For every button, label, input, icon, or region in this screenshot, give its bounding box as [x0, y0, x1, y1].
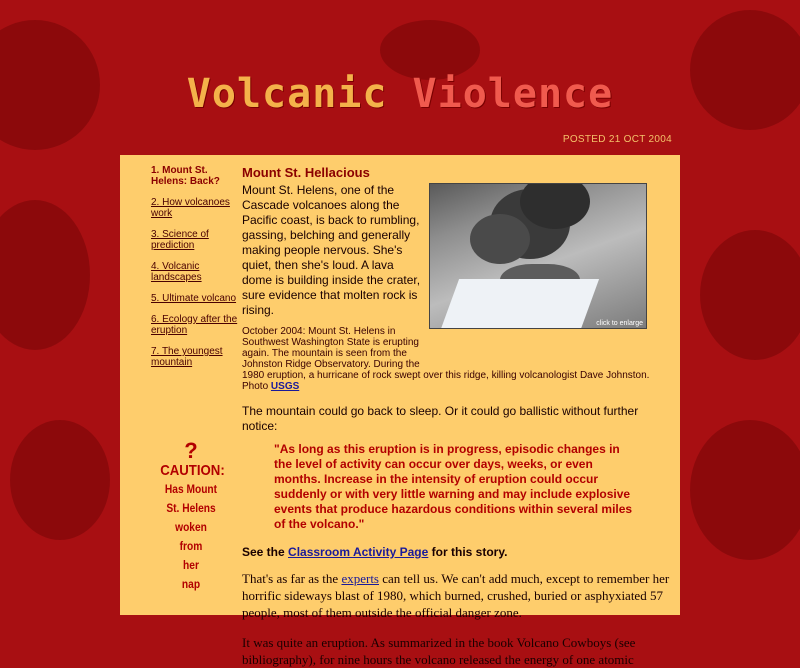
caption-text-wide — [242, 370, 662, 392]
classroom-prefix: See the — [242, 545, 285, 559]
classroom-activity-link[interactable]: Classroom Activity Page — [288, 545, 429, 559]
caution-line: woken — [175, 520, 207, 534]
caution-box — [156, 440, 226, 594]
photo-caption — [242, 326, 650, 392]
paragraph: The mountain could go back to sleep. Or it could go ballistic without further notice: — [242, 404, 639, 433]
background-decoration — [0, 200, 90, 350]
para3-prefix: That's as far as the — [242, 571, 339, 586]
content-panel — [120, 155, 680, 667]
nav-item-youngest-mountain[interactable]: 7. The youngest mountain — [151, 346, 223, 368]
caution-line: St. Helens — [166, 501, 216, 515]
question-mark-icon: ? — [184, 438, 198, 463]
caption-text-cont: 1980 eruption, a hurricane of rock swept over this ridge, killing volcanologist Dave Johnston. Photo — [242, 370, 650, 392]
title-word-volcanic: Volcanic — [186, 71, 388, 117]
caution-line: Has Mount — [164, 482, 218, 496]
paragraph — [242, 570, 670, 621]
nav-item-ultimate-volcano[interactable]: 5. Ultimate volcano — [151, 293, 237, 304]
title-word-violence: Violence — [412, 71, 614, 117]
nav-item-mount-st-helens[interactable]: 1. Mount St. Helens: Back? — [151, 165, 220, 187]
usgs-link[interactable]: USGS — [270, 381, 300, 392]
background-decoration — [690, 420, 800, 560]
enlarge-hint: click to enlarge — [596, 320, 643, 327]
nav-item-volcanic-landscapes[interactable]: 4. Volcanic landscapes — [151, 261, 202, 283]
side-nav — [151, 165, 239, 378]
intro-paragraph: Mount St. Helens, one of the Cascade volcanoes along the Pacific coast, is back to rumbling, gassing, belching and generally making people nervous. She's quiet, then she's loud. A lava dome is building inside the crater, sure evidence that molten rock is rising. — [242, 183, 421, 317]
story-content — [242, 165, 670, 668]
caption-text: October 2004: Mount St. Helens in Southwest Washington State is erupting again. The mountain is seen from the Johnston Ridge Observatory. During the — [242, 326, 420, 370]
classroom-line — [242, 545, 670, 560]
story-title: Mount St. Hellacious — [242, 165, 370, 180]
usgs-quote: "As long as this eruption is in progress, episodic changes in the level of activity can occur over days, weeks, or even months. Increase in the intensity of eruption could occur suddenly or with very little warning and may include explosive events that produce hazardous conditions within several miles of the volcano." — [274, 442, 633, 531]
caution-heading: CAUTION: — [160, 462, 225, 479]
page-title — [0, 64, 800, 124]
nav-item-ecology[interactable]: 6. Ecology after the eruption — [151, 314, 238, 336]
para3-suffix: can tell us. We can't add much, except to remember her horrific sideways blast of 1980, which burned, crushed, buried or asphyxiated 57 people, most of them outside the official danger zone. — [242, 571, 670, 620]
background-decoration — [10, 420, 110, 540]
experts-link[interactable]: experts — [341, 571, 379, 586]
caution-line: nap — [181, 577, 201, 591]
classroom-suffix: for this story. — [431, 545, 508, 559]
nav-item-science-of-prediction[interactable]: 3. Science of prediction — [151, 229, 209, 251]
nav-item-how-volcanoes-work[interactable]: 2. How volcanoes work — [151, 197, 230, 219]
paragraph: It was quite an eruption. As summarized in the book Volcano Cowboys (see bibliography), for nine hours the volcano released the energy of one atomic — [242, 635, 636, 667]
background-decoration — [700, 230, 800, 360]
posted-date: POSTED 21 OCT 2004 — [562, 134, 672, 145]
ash-plume — [470, 214, 530, 264]
caution-line: from — [179, 539, 203, 553]
snowfield — [441, 279, 599, 329]
eruption-photo[interactable] — [429, 183, 647, 329]
caution-line: her — [183, 558, 199, 572]
